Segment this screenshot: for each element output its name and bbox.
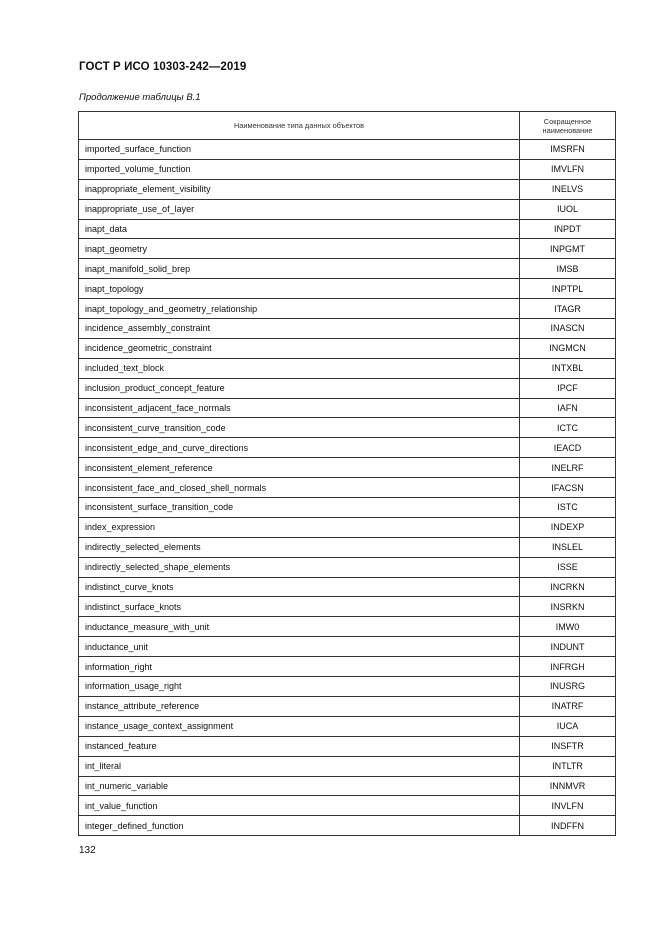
entity-type-name: int_value_function	[79, 796, 520, 816]
entity-type-abbreviation: INNMVR	[520, 776, 616, 796]
table-row	[79, 696, 616, 716]
entity-type-abbreviation: INATRF	[520, 696, 616, 716]
entity-type-name: inductance_unit	[79, 637, 520, 657]
column-header-abbreviation-line2: наименование	[542, 125, 593, 135]
entity-type-name: included_text_block	[79, 358, 520, 378]
entity-type-name: information_right	[79, 657, 520, 677]
entity-type-abbreviation: INTLTR	[520, 756, 616, 776]
entity-type-abbreviation: INPGMT	[520, 239, 616, 259]
table-row	[79, 438, 616, 458]
entity-type-name: instanced_feature	[79, 736, 520, 756]
entity-type-abbreviation: INSRKN	[520, 597, 616, 617]
entity-type-name: indirectly_selected_shape_elements	[79, 557, 520, 577]
entity-type-name: imported_volume_function	[79, 159, 520, 179]
table-row	[79, 378, 616, 398]
table-row	[79, 557, 616, 577]
entity-type-abbreviation: INSLEL	[520, 537, 616, 557]
entity-type-name: information_usage_right	[79, 677, 520, 697]
table-row	[79, 617, 616, 637]
table-row	[79, 358, 616, 378]
entity-type-name: int_numeric_variable	[79, 776, 520, 796]
entity-type-abbreviation: ICTC	[520, 418, 616, 438]
entity-type-name: inconsistent_surface_transition_code	[79, 498, 520, 518]
entity-type-abbreviation: IMW0	[520, 617, 616, 637]
entity-type-name: incidence_assembly_constraint	[79, 319, 520, 339]
table-row	[79, 159, 616, 179]
table-header-row	[79, 112, 616, 140]
table-row	[79, 677, 616, 697]
column-header-abbreviation	[520, 112, 616, 140]
table-row	[79, 140, 616, 160]
entity-type-name: inapt_geometry	[79, 239, 520, 259]
entity-type-abbreviation: IUCA	[520, 716, 616, 736]
entity-type-abbreviation: INDFFN	[520, 816, 616, 836]
entity-type-abbreviation: IFACSN	[520, 478, 616, 498]
table-row	[79, 637, 616, 657]
entity-type-abbreviation: INPDT	[520, 219, 616, 239]
entity-type-abbreviation: INPTPL	[520, 279, 616, 299]
entity-type-name: indistinct_surface_knots	[79, 597, 520, 617]
entity-type-name: inapt_manifold_solid_brep	[79, 259, 520, 279]
entity-type-name: inappropriate_use_of_layer	[79, 199, 520, 219]
data-type-table	[78, 111, 616, 836]
entity-type-name: inconsistent_element_reference	[79, 458, 520, 478]
table-row	[79, 756, 616, 776]
entity-type-abbreviation: INGMCN	[520, 338, 616, 358]
table-row	[79, 498, 616, 518]
table-row	[79, 398, 616, 418]
entity-type-abbreviation: INUSRG	[520, 677, 616, 697]
entity-type-name: instance_usage_context_assignment	[79, 716, 520, 736]
table-row	[79, 796, 616, 816]
table-row	[79, 199, 616, 219]
entity-type-name: indirectly_selected_elements	[79, 537, 520, 557]
table-row	[79, 657, 616, 677]
entity-type-abbreviation: ISTC	[520, 498, 616, 518]
table-row	[79, 458, 616, 478]
table-row	[79, 537, 616, 557]
entity-type-name: indistinct_curve_knots	[79, 577, 520, 597]
entity-type-name: inapt_data	[79, 219, 520, 239]
entity-type-abbreviation: IMSRFN	[520, 140, 616, 160]
entity-type-abbreviation: INCRKN	[520, 577, 616, 597]
column-header-abbreviation-line1: Сокращенное	[543, 116, 592, 126]
table-row	[79, 219, 616, 239]
table-body	[79, 140, 616, 836]
entity-type-abbreviation: INASCN	[520, 319, 616, 339]
table-row	[79, 716, 616, 736]
entity-type-abbreviation: IAFN	[520, 398, 616, 418]
entity-type-abbreviation: IMSB	[520, 259, 616, 279]
table-row	[79, 319, 616, 339]
entity-type-abbreviation: IEACD	[520, 438, 616, 458]
table-row	[79, 577, 616, 597]
entity-type-abbreviation: INDEXP	[520, 517, 616, 537]
table-row	[79, 279, 616, 299]
entity-type-abbreviation: INELVS	[520, 179, 616, 199]
table-row	[79, 736, 616, 756]
entity-type-name: inductance_measure_with_unit	[79, 617, 520, 637]
entity-type-name: integer_defined_function	[79, 816, 520, 836]
entity-type-abbreviation: INDUNT	[520, 637, 616, 657]
table-row	[79, 259, 616, 279]
entity-type-abbreviation: ISSE	[520, 557, 616, 577]
table-row	[79, 816, 616, 836]
entity-type-name: inapt_topology	[79, 279, 520, 299]
entity-type-name: index_expression	[79, 517, 520, 537]
entity-type-abbreviation: INELRF	[520, 458, 616, 478]
entity-type-name: inclusion_product_concept_feature	[79, 378, 520, 398]
table-row	[79, 418, 616, 438]
entity-type-abbreviation: IPCF	[520, 378, 616, 398]
entity-type-name: instance_attribute_reference	[79, 696, 520, 716]
entity-type-abbreviation: IUOL	[520, 199, 616, 219]
entity-type-name: imported_surface_function	[79, 140, 520, 160]
entity-type-abbreviation: INSFTR	[520, 736, 616, 756]
document-header: ГОСТ Р ИСО 10303-242—2019	[79, 61, 247, 73]
table-caption: Продолжение таблицы В.1	[79, 92, 201, 103]
entity-type-abbreviation: ITAGR	[520, 299, 616, 319]
column-header-name: Наименование типа данных объектов	[79, 112, 520, 140]
table-row	[79, 299, 616, 319]
table-row	[79, 239, 616, 259]
entity-type-name: inconsistent_curve_transition_code	[79, 418, 520, 438]
entity-type-name: inappropriate_element_visibility	[79, 179, 520, 199]
entity-type-abbreviation: INFRGH	[520, 657, 616, 677]
table-row	[79, 179, 616, 199]
table-row	[79, 478, 616, 498]
entity-type-name: int_literal	[79, 756, 520, 776]
table-row	[79, 338, 616, 358]
entity-type-name: incidence_geometric_constraint	[79, 338, 520, 358]
entity-type-name: inconsistent_face_and_closed_shell_normals	[79, 478, 520, 498]
entity-type-name: inconsistent_adjacent_face_normals	[79, 398, 520, 418]
table-row	[79, 597, 616, 617]
entity-type-abbreviation: IMVLFN	[520, 159, 616, 179]
page-number: 132	[79, 845, 96, 856]
entity-type-name: inapt_topology_and_geometry_relationship	[79, 299, 520, 319]
entity-type-abbreviation: INTXBL	[520, 358, 616, 378]
entity-type-abbreviation: INVLFN	[520, 796, 616, 816]
table-row	[79, 517, 616, 537]
entity-type-name: inconsistent_edge_and_curve_directions	[79, 438, 520, 458]
table-row	[79, 776, 616, 796]
